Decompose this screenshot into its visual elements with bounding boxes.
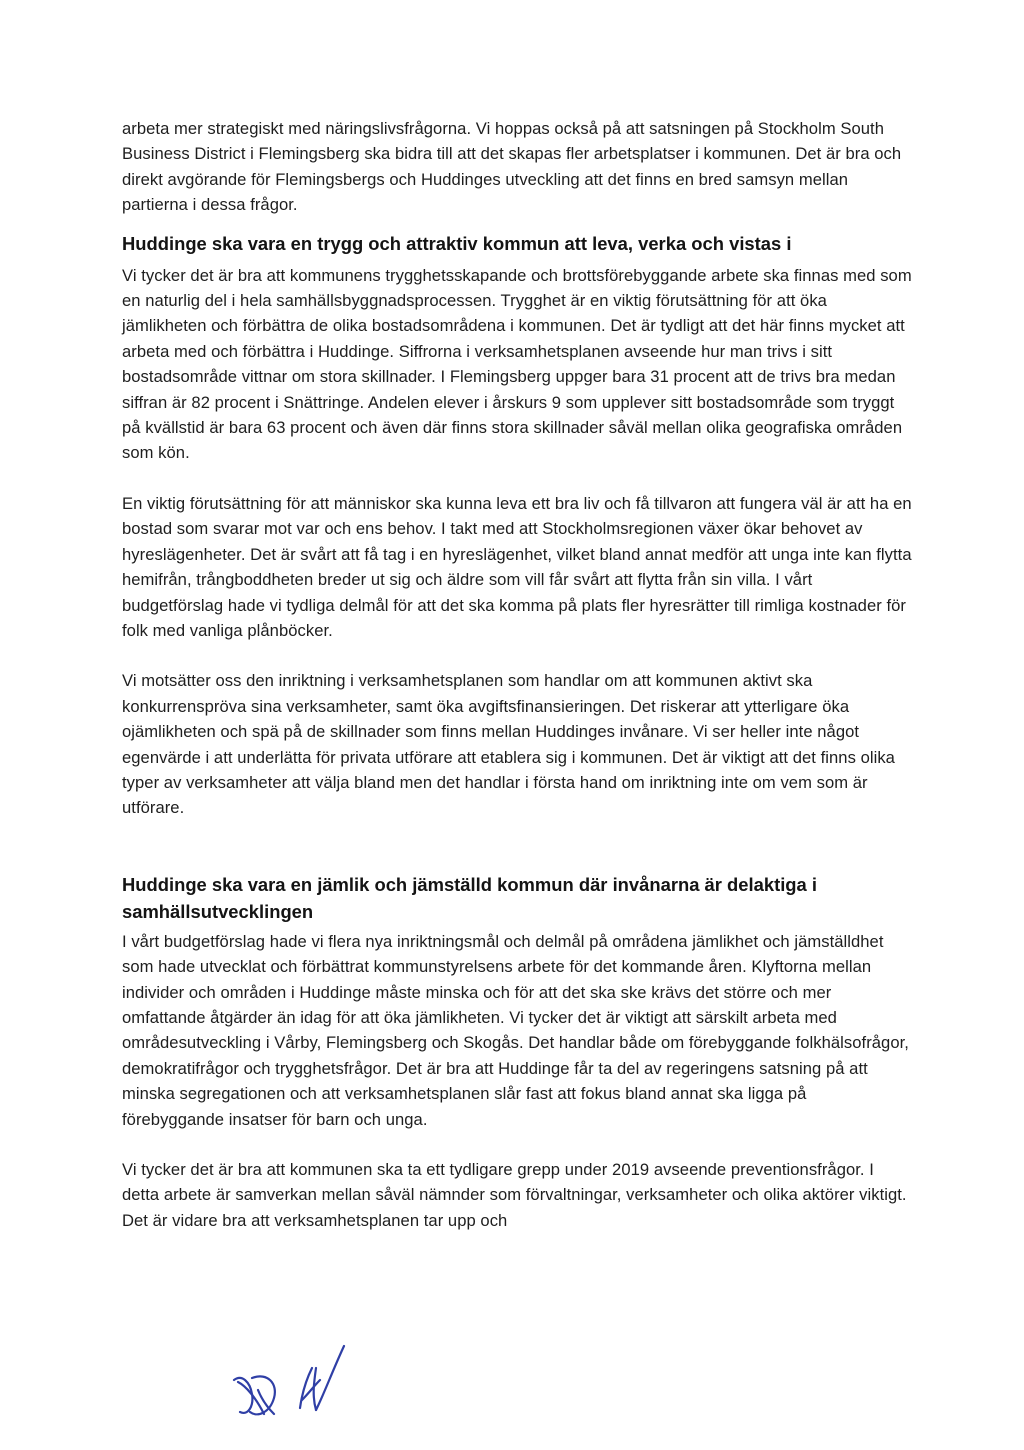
section-heading: Huddinge ska vara en trygg och attraktiv kommun att leva, verka och vistas i [122,232,792,254]
section-heading: Huddinge ska vara en jämlik och jämställd kommun där invånarna är delaktiga i samhällsutvecklingen [122,873,817,922]
body-paragraph: Vi motsätter oss den inriktning i verksamhetsplanen som handlar om att kommunen aktivt ska konkurrenspröva sina verksamheter, samt öka avgiftsfinansieringen. Det riskerar att ytterligare öka ojämlikheten och spä på de skillnader som finns mellan Huddinges invånare. Vi ser heller inte något egenvärde i att underlätta för privata utförare att etablera sig i kommunen. Det är viktigt att det finns olika typer av verksamheter att välja bland men det handlar i första hand om inriktning inte om vem som är utförare. [122,671,895,818]
signature-stroke [314,1368,316,1410]
body-paragraph: Vi tycker det är bra att kommunens trygghetsskapande och brottsförebyggande arbete ska finnas med som en naturlig del i hela samhällsbyggnadsprocessen. Trygghet är en viktig förutsättning för att öka jämlikheten och förbättra de olika bostadsområdena i kommunen. Det är tydligt att det här finns mycket att arbeta med och förbättra i Huddinge. Siffrorna i verksamhetsplanen avseende hur man trivs i sitt bostadsområde vittnar om stora skillnader. I Flemingsberg uppger bara 31 procent att de trivs bra medan siffran är 82 procent i Snättringe. Andelen elever i årskurs 9 som upplever sitt bostadsområde som tryggt på kvällstid är bara 63 procent och även där finns stora skillnader såväl mellan olika geografiska områden som kön. [122,265,912,463]
signature-stroke [300,1368,312,1408]
signature-stroke [316,1346,344,1410]
signature-stroke [234,1378,252,1413]
handwritten-signatures [228,1338,358,1428]
body-paragraph: Vi tycker det är bra att kommunen ska ta ett tydligare grepp under 2019 avseende preventionsfrågor. I detta arbete är samverkan mellan såväl nämnder som förvaltningar, verksamheter och olika aktörer viktigt. Det är vidare bra att verksamhetsplanen tar upp och [122,1160,907,1230]
body-paragraph: I vårt budgetförslag hade vi flera nya inriktningsmål och delmål på områdena jämlikhet och jämställdhet som hade utvecklat och förbättrat kommunstyrelsens arbete för det kommande åren. Klyftorna mellan individer och områden i Huddinge måste minska och för att det ska ske krävs det större och mer omfattande åtgärder än idag för att öka jämlikheten. Vi tycker det är viktigt att särskilt arbeta med områdesutveckling i Vårby, Flemingsberg och Skogås. Det handlar både om förebyggande folkhälsofrågor, demokratifrågor och trygghetsfrågor. Det är bra att Huddinge får ta del av regeringens satsning på att minska segregationen och att verksamhetsplanen slår fast att fokus bland annat ska ligga på förebyggande insatser för barn och unga. [122,931,909,1129]
document-page [122,116,912,1233]
body-paragraph: En viktig förutsättning för att människor ska kunna leva ett bra liv och få tillvaron att fungera väl är att ha en bostad som svarar mot var och ens behov. I takt med att Stockholmsregionen växer ökar behovet av hyreslägenheter. Det är svårt att få tag i en hyreslägenhet, vilket bland annat medför att unga inte kan flytta hemifrån, trångboddheten breder ut sig och äldre som vill får svårt att flytta från sin villa. I vårt budgetförslag hade vi tydliga delmål för att det ska komma på plats fler hyresrätter till rimliga kostnader för folk med vanliga plånböcker. [122,493,912,640]
body-paragraph: arbeta mer strategiskt med näringslivsfrågorna. Vi hoppas också på att satsningen på Stockholm South Business District i Flemingsberg ska bidra till att det skapas fler arbetsplatser i kommunen. Det är bra och direkt avgörande för Flemingsbergs och Huddinges utveckling att det finns en bred samsyn mellan partierna i dessa frågor. [122,119,902,215]
